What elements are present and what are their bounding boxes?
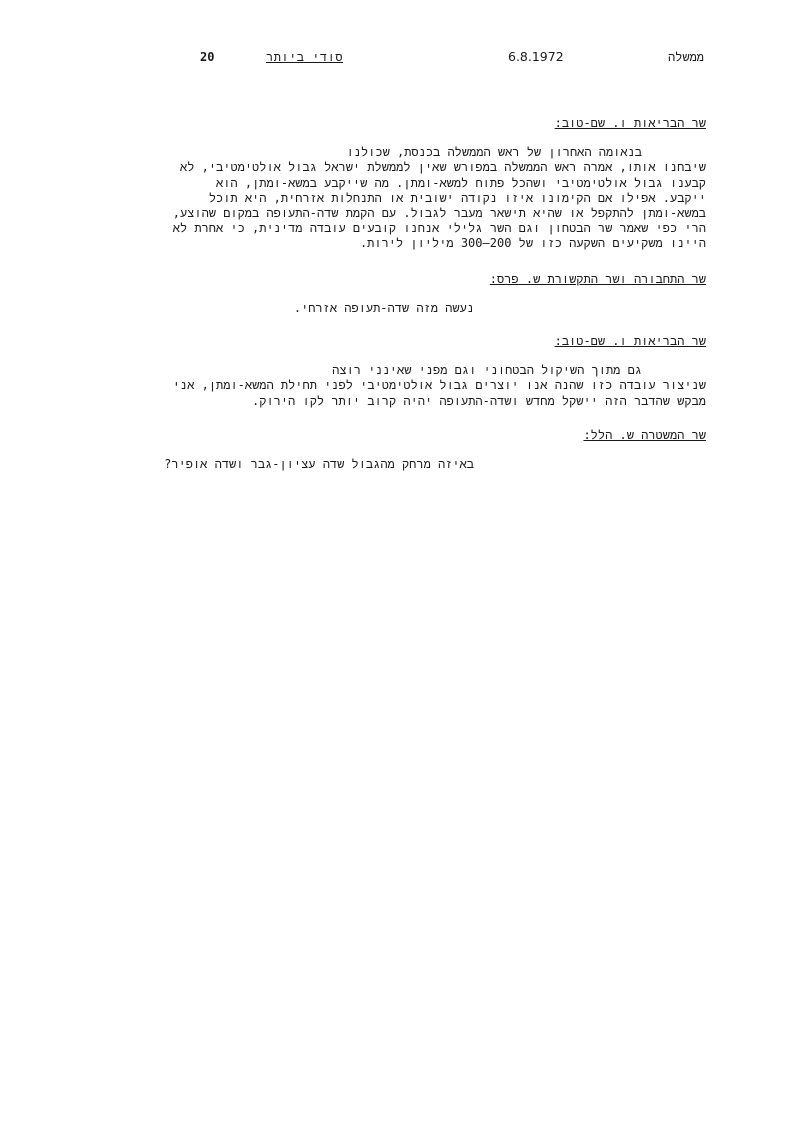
text-line: בנאומה האחרון של ראש הממשלה בכנסת, שכולנו: [346, 145, 642, 160]
text-line: שיבחנו אותו, אמרה ראש הממשלה במפורש שאין לממשלת ישראל גבול אולטימטיבי, לא: [180, 160, 706, 175]
text-line: ייקבע. אפילו אם הקימונו איזו נקודה ישובית או התנחלות אזרחית, היא תוכל: [208, 190, 706, 205]
text-line: במשא-ומתן להתקפל או שהיא תישאר מעבר לגבול. עם הקמת שדה-התעופה במקום שהוצע,: [172, 206, 706, 221]
text-line: באיזה מרחק מהגבול שדה עציון-גבר ושדה אופיר?: [164, 457, 474, 472]
page-number: 20: [200, 50, 215, 64]
speech-section-4: [120, 428, 706, 472]
text-line: מבקש שהדבר הזה יישקל מחדש ושדה-התעופה יהיה קרוב יותר לקו הירוק.: [252, 393, 706, 408]
text-line: שניצור עובדה כזו שהנה אנו יוצרים גבול אולטימטיבי לפני תחילת המשא-ומתן, אני: [172, 378, 706, 393]
speech-section-2: [120, 272, 706, 316]
text-line: נעשה מזה שדה-תעופה אזרחי.: [293, 301, 474, 316]
speech-paragraph: [120, 457, 706, 472]
text-line: גם מתוך השיקול הבטחוני וגם מפני שאינני רוצה: [332, 363, 642, 378]
speaker-name: שר הבריאות ו. שם-טוב:: [554, 116, 706, 130]
speech-paragraph: [120, 145, 706, 251]
speech-paragraph: [120, 301, 706, 316]
speech-section-3: [120, 334, 706, 409]
speaker-name: שר הבריאות ו. שם-טוב:: [554, 334, 706, 348]
text-line: קבענו גבול אולטימטיבי ושהכל פתוח למשא-ומתן. מה שייקבע במשא-ומתן, הוא: [216, 175, 706, 190]
document-body-label: ממשלה: [667, 50, 704, 64]
text-line: הרי כפי שאמר שר הבטחון וגם השר גלילי אנחנו קובעים עובדה מדינית, כי אחרת לא: [172, 221, 706, 236]
speaker-name: שר המשטרה ש. הלל:: [583, 428, 706, 442]
speech-paragraph: [120, 363, 706, 409]
classification-label: סודי ביותר: [266, 50, 344, 64]
speaker-name: שר התחבורה ושר התקשורת ש. פרס:: [489, 272, 706, 286]
speech-section-1: [120, 116, 706, 252]
text-line: היינו משקיעים השקעה כזו של 200–300 מיליון לירות.: [359, 236, 706, 251]
document-date: 6.8.1972: [508, 49, 564, 64]
